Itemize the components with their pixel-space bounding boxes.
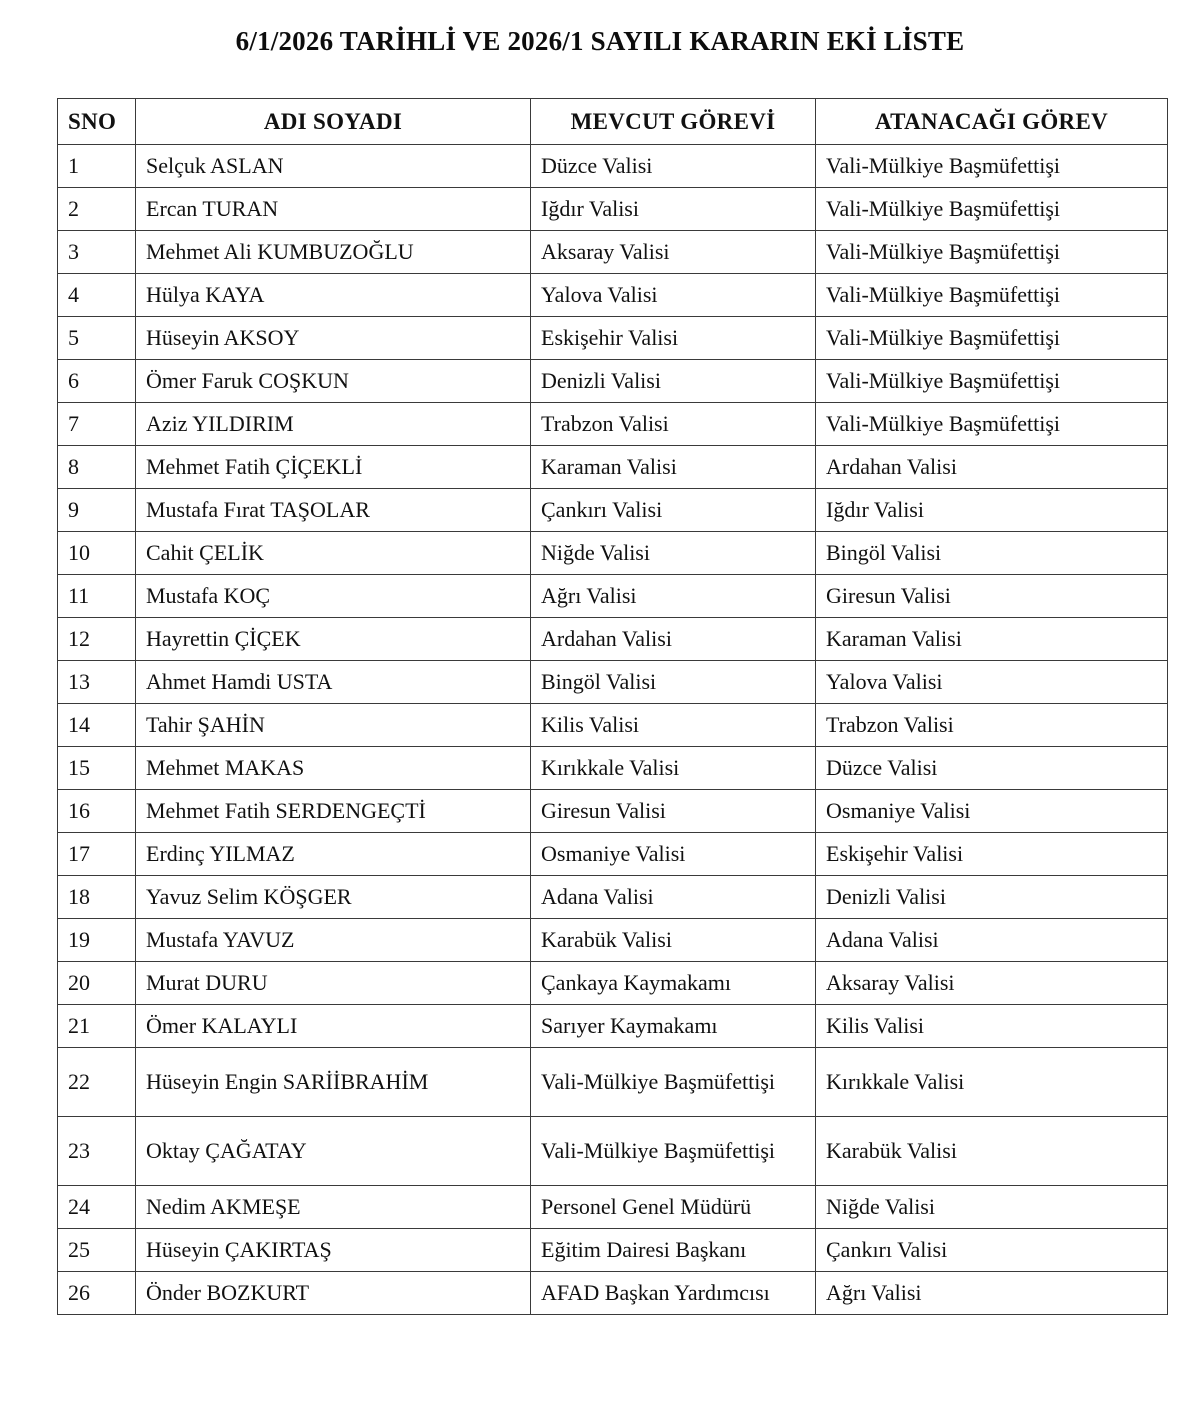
cell-new — [816, 317, 1168, 360]
cell-sno-text: 19 — [68, 927, 90, 953]
table-header-row — [58, 99, 1168, 145]
cell-sno-text: 23 — [68, 1138, 90, 1164]
table-row — [58, 145, 1168, 188]
cell-name-text: Ömer KALAYLI — [146, 1013, 298, 1039]
cell-name — [136, 360, 531, 403]
cell-name-text: Mehmet Fatih ÇİÇEKLİ — [146, 454, 363, 480]
cell-name-text: Cahit ÇELİK — [146, 540, 264, 566]
cell-sno-text: 2 — [68, 196, 79, 222]
cell-new-text: Vali-Mülkiye Başmüfettişi — [826, 282, 1061, 308]
cell-name — [136, 618, 531, 661]
cell-sno — [58, 231, 136, 274]
cell-sno — [58, 145, 136, 188]
cell-name-text: Aziz YILDIRIM — [146, 411, 294, 437]
table-body — [58, 145, 1168, 1315]
cell-sno — [58, 962, 136, 1005]
cell-current-text: Adana Valisi — [541, 884, 654, 910]
cell-current — [531, 1186, 816, 1229]
table-row — [58, 1005, 1168, 1048]
cell-name-text: Yavuz Selim KÖŞGER — [146, 884, 352, 910]
cell-name — [136, 1272, 531, 1315]
cell-current — [531, 1272, 816, 1315]
cell-current — [531, 317, 816, 360]
cell-new-text: Kırıkkale Valisi — [826, 1069, 965, 1095]
cell-new-text: Vali-Mülkiye Başmüfettişi — [826, 325, 1061, 351]
cell-current — [531, 489, 816, 532]
cell-current-text: Iğdır Valisi — [541, 196, 639, 222]
cell-sno-text: 5 — [68, 325, 79, 351]
cell-current-text: Vali-Mülkiye Başmüfettişi — [541, 1138, 776, 1164]
cell-sno — [58, 1117, 136, 1186]
cell-sno-text: 25 — [68, 1237, 90, 1263]
cell-current — [531, 403, 816, 446]
table-row — [58, 1272, 1168, 1315]
cell-new-text: Vali-Mülkiye Başmüfettişi — [826, 411, 1061, 437]
column-header-sno: SNO — [58, 99, 136, 145]
cell-new — [816, 1229, 1168, 1272]
cell-current-text: Giresun Valisi — [541, 798, 666, 824]
cell-name — [136, 1005, 531, 1048]
cell-current-text: Karaman Valisi — [541, 454, 677, 480]
cell-current-text: Niğde Valisi — [541, 540, 650, 566]
cell-new — [816, 661, 1168, 704]
cell-name — [136, 962, 531, 1005]
cell-name-text: Hüseyin Engin SARİİBRAHİM — [146, 1069, 429, 1095]
cell-new — [816, 231, 1168, 274]
column-header-new: ATANACAĞI GÖREV — [816, 99, 1168, 145]
cell-new-text: Osmaniye Valisi — [826, 798, 971, 824]
cell-sno — [58, 1048, 136, 1117]
cell-new — [816, 360, 1168, 403]
cell-sno — [58, 360, 136, 403]
cell-name — [136, 747, 531, 790]
cell-new-text: Düzce Valisi — [826, 755, 938, 781]
cell-name — [136, 1117, 531, 1186]
cell-name-text: Hüseyin ÇAKIRTAŞ — [146, 1237, 332, 1263]
cell-new — [816, 145, 1168, 188]
cell-name — [136, 1229, 531, 1272]
cell-name — [136, 403, 531, 446]
cell-sno — [58, 575, 136, 618]
cell-sno-text: 26 — [68, 1280, 90, 1306]
cell-current — [531, 747, 816, 790]
appointments-table-container — [57, 98, 1167, 1315]
cell-new-text: Giresun Valisi — [826, 583, 951, 609]
column-header-current: MEVCUT GÖREVİ — [531, 99, 816, 145]
cell-new-text: Trabzon Valisi — [826, 712, 954, 738]
cell-sno-text: 7 — [68, 411, 79, 437]
cell-sno-text: 14 — [68, 712, 90, 738]
cell-sno — [58, 1005, 136, 1048]
cell-new — [816, 919, 1168, 962]
table-row — [58, 876, 1168, 919]
cell-name — [136, 274, 531, 317]
cell-name-text: Selçuk ASLAN — [146, 153, 284, 179]
cell-new — [816, 747, 1168, 790]
cell-current — [531, 1005, 816, 1048]
cell-sno-text: 4 — [68, 282, 79, 308]
cell-new-text: Denizli Valisi — [826, 884, 946, 910]
table-row — [58, 1186, 1168, 1229]
table-row — [58, 1117, 1168, 1186]
cell-sno-text: 6 — [68, 368, 79, 394]
cell-new — [816, 790, 1168, 833]
cell-new-text: Vali-Mülkiye Başmüfettişi — [826, 239, 1061, 265]
cell-name-text: Oktay ÇAĞATAY — [146, 1138, 307, 1164]
cell-current-text: AFAD Başkan Yardımcısı — [541, 1280, 770, 1306]
cell-current-text: Osmaniye Valisi — [541, 841, 686, 867]
cell-new — [816, 1048, 1168, 1117]
cell-sno — [58, 618, 136, 661]
cell-name-text: Tahir ŞAHİN — [146, 712, 265, 738]
cell-new-text: Çankırı Valisi — [826, 1237, 948, 1263]
cell-current — [531, 188, 816, 231]
table-row — [58, 317, 1168, 360]
cell-current — [531, 575, 816, 618]
cell-new — [816, 1005, 1168, 1048]
cell-new-text: Ağrı Valisi — [826, 1280, 922, 1306]
cell-current — [531, 360, 816, 403]
cell-sno — [58, 317, 136, 360]
cell-new-text: Vali-Mülkiye Başmüfettişi — [826, 196, 1061, 222]
cell-new — [816, 446, 1168, 489]
cell-sno-text: 1 — [68, 153, 79, 179]
cell-current — [531, 962, 816, 1005]
cell-sno-text: 13 — [68, 669, 90, 695]
cell-new-text: Yalova Valisi — [826, 669, 943, 695]
cell-new — [816, 403, 1168, 446]
cell-current — [531, 704, 816, 747]
cell-sno-text: 9 — [68, 497, 79, 523]
cell-name — [136, 489, 531, 532]
cell-current — [531, 1229, 816, 1272]
cell-new — [816, 1117, 1168, 1186]
cell-new — [816, 876, 1168, 919]
cell-new-text: Vali-Mülkiye Başmüfettişi — [826, 153, 1061, 179]
cell-name-text: Hayrettin ÇİÇEK — [146, 626, 301, 652]
table-row — [58, 188, 1168, 231]
cell-current-text: Sarıyer Kaymakamı — [541, 1013, 718, 1039]
cell-name-text: Önder BOZKURT — [146, 1280, 310, 1306]
cell-sno — [58, 446, 136, 489]
cell-name-text: Mehmet MAKAS — [146, 755, 305, 781]
cell-current — [531, 661, 816, 704]
cell-name-text: Mustafa KOÇ — [146, 583, 271, 609]
cell-sno — [58, 274, 136, 317]
cell-new — [816, 962, 1168, 1005]
cell-current — [531, 1117, 816, 1186]
cell-sno — [58, 1229, 136, 1272]
cell-new-text: Adana Valisi — [826, 927, 939, 953]
cell-name-text: Ahmet Hamdi USTA — [146, 669, 333, 695]
cell-name — [136, 145, 531, 188]
cell-current-text: Düzce Valisi — [541, 153, 653, 179]
table-row — [58, 618, 1168, 661]
cell-sno-text: 24 — [68, 1194, 90, 1220]
cell-current — [531, 790, 816, 833]
cell-name — [136, 188, 531, 231]
cell-sno — [58, 747, 136, 790]
cell-new-text: Niğde Valisi — [826, 1194, 935, 1220]
cell-name-text: Hüseyin AKSOY — [146, 325, 300, 351]
cell-sno-text: 15 — [68, 755, 90, 781]
cell-current-text: Karabük Valisi — [541, 927, 672, 953]
cell-name — [136, 446, 531, 489]
cell-current-text: Kilis Valisi — [541, 712, 640, 738]
cell-new — [816, 489, 1168, 532]
cell-current — [531, 274, 816, 317]
cell-sno-text: 20 — [68, 970, 90, 996]
cell-current-text: Trabzon Valisi — [541, 411, 669, 437]
cell-new — [816, 575, 1168, 618]
cell-current — [531, 618, 816, 661]
cell-name-text: Ömer Faruk COŞKUN — [146, 368, 349, 394]
cell-new-text: Eskişehir Valisi — [826, 841, 964, 867]
cell-new — [816, 188, 1168, 231]
cell-sno — [58, 188, 136, 231]
cell-sno — [58, 790, 136, 833]
cell-current-text: Çankaya Kaymakamı — [541, 970, 731, 996]
cell-sno-text: 16 — [68, 798, 90, 824]
cell-new — [816, 1272, 1168, 1315]
table-row — [58, 231, 1168, 274]
cell-sno-text: 18 — [68, 884, 90, 910]
cell-current — [531, 446, 816, 489]
cell-sno — [58, 1272, 136, 1315]
cell-current-text: Personel Genel Müdürü — [541, 1194, 752, 1220]
cell-sno-text: 21 — [68, 1013, 90, 1039]
cell-name — [136, 833, 531, 876]
table-row — [58, 833, 1168, 876]
table-row — [58, 274, 1168, 317]
cell-current — [531, 833, 816, 876]
cell-current-text: Eğitim Dairesi Başkanı — [541, 1237, 747, 1263]
cell-current-text: Aksaray Valisi — [541, 239, 670, 265]
cell-sno-text: 3 — [68, 239, 79, 265]
cell-name-text: Mehmet Fatih SERDENGEÇTİ — [146, 798, 426, 824]
cell-sno-text: 11 — [68, 583, 90, 609]
cell-name — [136, 704, 531, 747]
cell-name — [136, 575, 531, 618]
cell-current — [531, 231, 816, 274]
cell-new-text: Aksaray Valisi — [826, 970, 955, 996]
cell-name — [136, 661, 531, 704]
cell-new — [816, 532, 1168, 575]
table-row — [58, 661, 1168, 704]
cell-current-text: Ağrı Valisi — [541, 583, 637, 609]
table-row — [58, 360, 1168, 403]
cell-name-text: Nedim AKMEŞE — [146, 1194, 301, 1220]
table-row — [58, 575, 1168, 618]
table-row — [58, 446, 1168, 489]
cell-sno — [58, 1186, 136, 1229]
cell-name — [136, 1048, 531, 1117]
cell-sno-text: 8 — [68, 454, 79, 480]
cell-new-text: Ardahan Valisi — [826, 454, 957, 480]
cell-sno-text: 10 — [68, 540, 90, 566]
cell-new — [816, 704, 1168, 747]
cell-new-text: Bingöl Valisi — [826, 540, 942, 566]
cell-sno — [58, 876, 136, 919]
cell-sno — [58, 532, 136, 575]
cell-name-text: Hülya KAYA — [146, 282, 265, 308]
page-title: 6/1/2026 TARİHLİ VE 2026/1 SAYILI KARARIN EKİ LİSTE — [235, 26, 965, 56]
table-row — [58, 962, 1168, 1005]
cell-sno-text: 17 — [68, 841, 90, 867]
cell-new — [816, 618, 1168, 661]
cell-name — [136, 532, 531, 575]
cell-current — [531, 919, 816, 962]
table-row — [58, 489, 1168, 532]
table-header — [58, 99, 1168, 145]
cell-current-text: Bingöl Valisi — [541, 669, 657, 695]
cell-new-text: Kilis Valisi — [826, 1013, 925, 1039]
cell-name-text: Mustafa YAVUZ — [146, 927, 295, 953]
cell-name — [136, 919, 531, 962]
cell-new — [816, 274, 1168, 317]
cell-new-text: Iğdır Valisi — [826, 497, 924, 523]
cell-sno-text: 12 — [68, 626, 90, 652]
cell-name — [136, 1186, 531, 1229]
cell-sno-text: 22 — [68, 1069, 90, 1095]
cell-sno — [58, 919, 136, 962]
appointments-table — [57, 98, 1168, 1315]
cell-sno — [58, 661, 136, 704]
cell-name — [136, 231, 531, 274]
cell-current — [531, 145, 816, 188]
cell-sno — [58, 489, 136, 532]
cell-name-text: Erdinç YILMAZ — [146, 841, 295, 867]
table-row — [58, 1229, 1168, 1272]
cell-current-text: Vali-Mülkiye Başmüfettişi — [541, 1069, 776, 1095]
column-header-name: ADI SOYADI — [136, 99, 531, 145]
cell-current-text: Çankırı Valisi — [541, 497, 663, 523]
cell-new — [816, 833, 1168, 876]
cell-current-text: Kırıkkale Valisi — [541, 755, 680, 781]
cell-new-text: Vali-Mülkiye Başmüfettişi — [826, 368, 1061, 394]
table-row — [58, 790, 1168, 833]
cell-name — [136, 317, 531, 360]
cell-current-text: Ardahan Valisi — [541, 626, 672, 652]
cell-current-text: Yalova Valisi — [541, 282, 658, 308]
table-row — [58, 532, 1168, 575]
table-row — [58, 1048, 1168, 1117]
cell-name-text: Ercan TURAN — [146, 196, 279, 222]
cell-sno — [58, 704, 136, 747]
cell-new — [816, 1186, 1168, 1229]
cell-sno — [58, 833, 136, 876]
cell-current — [531, 532, 816, 575]
cell-name-text: Murat DURU — [146, 970, 268, 996]
cell-name-text: Mustafa Fırat TAŞOLAR — [146, 497, 370, 523]
cell-name — [136, 790, 531, 833]
cell-name — [136, 876, 531, 919]
table-row — [58, 403, 1168, 446]
cell-new-text: Karabük Valisi — [826, 1138, 957, 1164]
cell-current — [531, 876, 816, 919]
cell-new-text: Karaman Valisi — [826, 626, 962, 652]
cell-current — [531, 1048, 816, 1117]
cell-sno — [58, 403, 136, 446]
table-row — [58, 919, 1168, 962]
cell-current-text: Eskişehir Valisi — [541, 325, 679, 351]
cell-name-text: Mehmet Ali KUMBUZOĞLU — [146, 239, 414, 265]
table-row — [58, 704, 1168, 747]
cell-current-text: Denizli Valisi — [541, 368, 661, 394]
table-row — [58, 747, 1168, 790]
